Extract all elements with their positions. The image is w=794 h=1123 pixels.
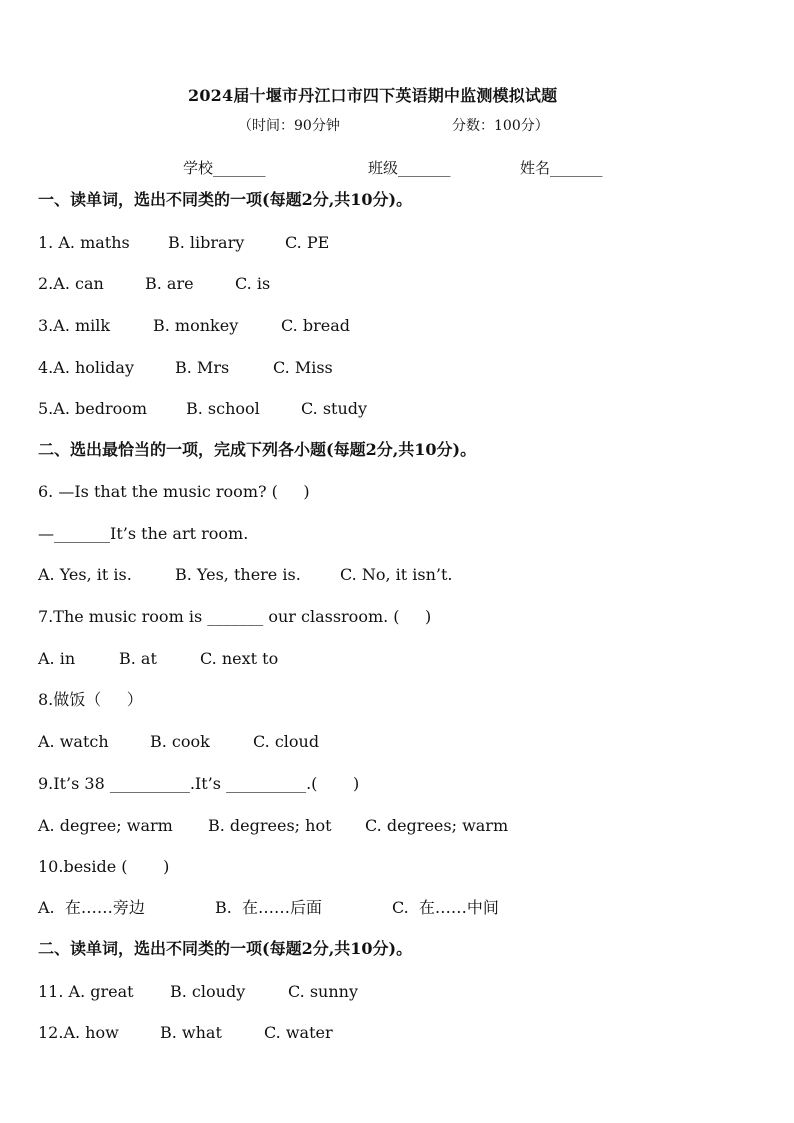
question-9-option-a: A. degree; warm: [38, 816, 173, 835]
question-1-option-a: 1. A. maths: [38, 233, 130, 252]
name-field: 姓名_______: [520, 159, 603, 177]
exam-time: （时间：90分钟: [238, 118, 340, 134]
question-10-option-b: B. 在……后面: [215, 898, 323, 917]
question-12-option-c: C. water: [264, 1023, 333, 1042]
question-2-option-a: 2.A. can: [38, 274, 104, 293]
question-5-option-c: C. study: [301, 399, 368, 418]
question-5-option-b: B. school: [186, 399, 260, 418]
question-4-option-c: C. Miss: [273, 358, 333, 377]
class-field: 班级_______: [368, 159, 451, 177]
question-1-option-b: B. library: [168, 233, 245, 252]
section-heading: 一、读单词，选出不同类的一项(每题2分,共10分)。: [38, 190, 413, 209]
question-4-option-a: 4.A. holiday: [38, 358, 134, 377]
question-9-stem: 9.It’s 38 __________.It’s __________.( ): [38, 774, 360, 793]
question-4-option-b: B. Mrs: [175, 358, 230, 377]
question-10-stem: 10.beside ( ): [38, 857, 170, 876]
question-6-stem: 6. —Is that the music room? ( ): [38, 482, 310, 501]
question-11-option-c: C. sunny: [288, 982, 359, 1001]
question-6-reply: —_______It’s the art room.: [38, 524, 249, 543]
question-9-option-b: B. degrees; hot: [208, 816, 332, 835]
question-7-option-a: A. in: [38, 649, 76, 668]
question-9-option-c: C. degrees; warm: [365, 816, 509, 835]
question-12-option-a: 12.A. how: [38, 1023, 119, 1042]
question-3-option-b: B. monkey: [153, 316, 239, 335]
question-7-option-c: C. next to: [200, 649, 279, 668]
question-12-option-b: B. what: [160, 1023, 222, 1042]
question-1-option-c: C. PE: [285, 233, 330, 252]
question-11-option-a: 11. A. great: [38, 982, 134, 1001]
exam-score: 分数：100分）: [452, 118, 549, 134]
question-7-stem: 7.The music room is _______ our classroom. ( ): [38, 607, 432, 626]
exam-title: 2024届十堰市丹江口市四下英语期中监测模拟试题: [188, 86, 558, 105]
question-2-option-c: C. is: [235, 274, 271, 293]
question-10-option-c: C. 在……中间: [392, 898, 499, 917]
question-6-option-b: B. Yes, there is.: [175, 565, 301, 584]
question-6-option-a: A. Yes, it is.: [38, 565, 132, 584]
section-heading: 二、读单词，选出不同类的一项(每题2分,共10分)。: [38, 939, 413, 958]
question-8-option-c: C. cloud: [253, 732, 320, 751]
school-field: 学校_______: [183, 159, 266, 177]
question-10-option-a: A. 在……旁边: [38, 898, 145, 917]
question-11-option-b: B. cloudy: [170, 982, 246, 1001]
question-8-option-a: A. watch: [38, 732, 109, 751]
question-3-option-c: C. bread: [281, 316, 350, 335]
question-3-option-a: 3.A. milk: [38, 316, 111, 335]
question-8-stem: 8.做饭（ ）: [38, 690, 143, 709]
question-2-option-b: B. are: [145, 274, 194, 293]
section-heading: 二、选出最恰当的一项，完成下列各小题(每题2分,共10分)。: [38, 440, 477, 459]
question-7-option-b: B. at: [119, 649, 157, 668]
question-6-option-c: C. No, it isn’t.: [340, 565, 453, 584]
question-5-option-a: 5.A. bedroom: [38, 399, 148, 418]
question-8-option-b: B. cook: [150, 732, 210, 751]
